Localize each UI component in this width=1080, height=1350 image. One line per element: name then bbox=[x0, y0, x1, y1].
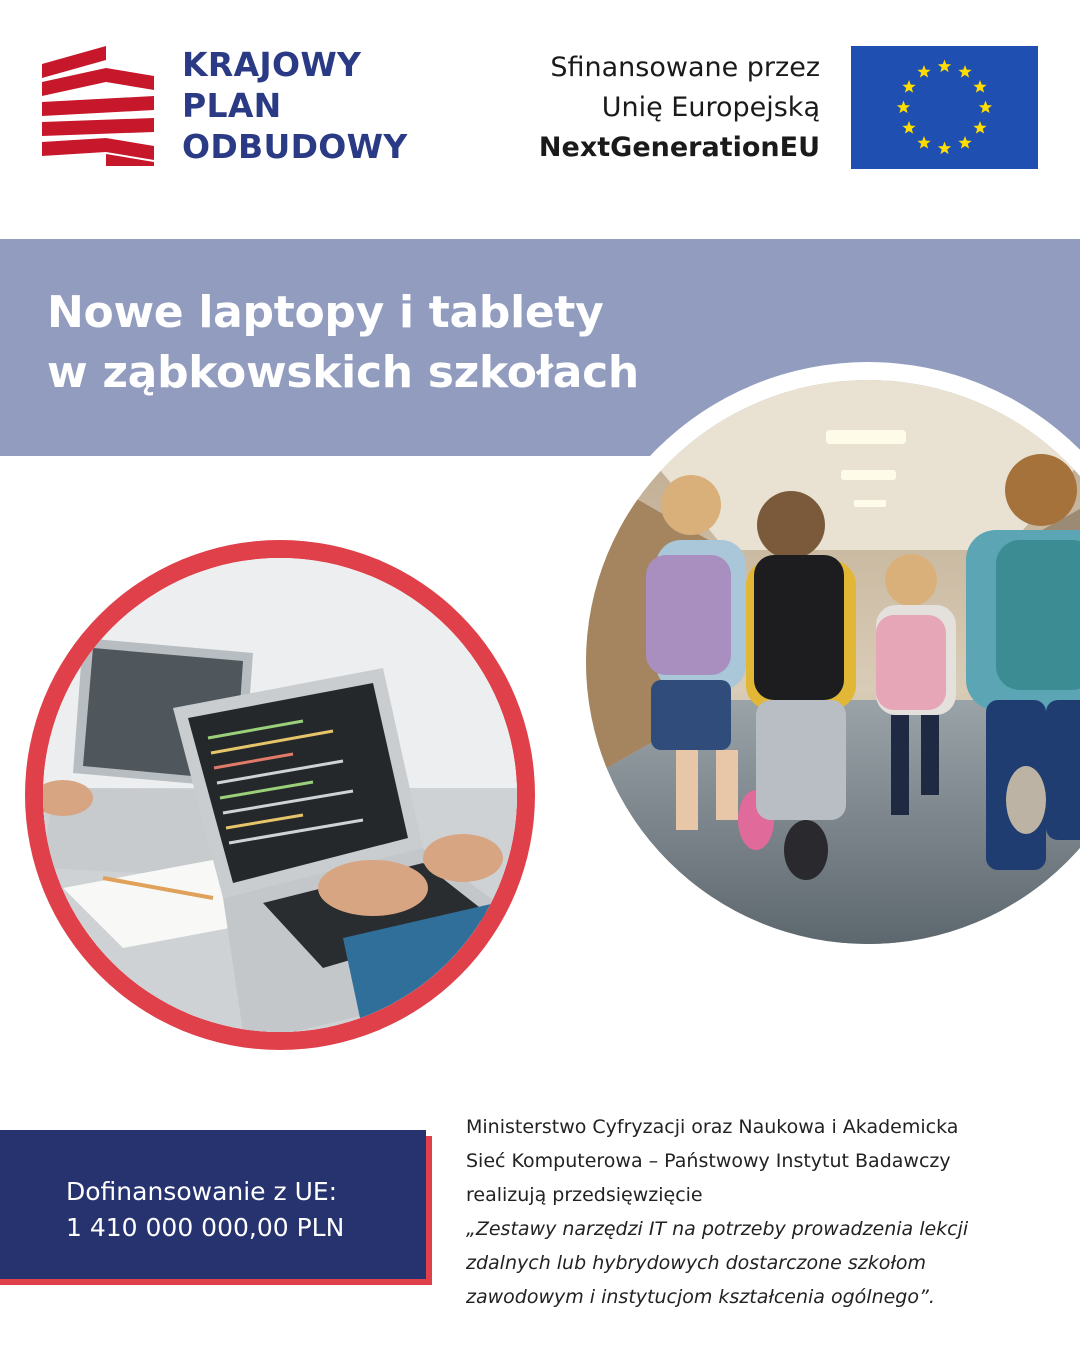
desc-line-1: Ministerstwo Cyfryzacji oraz Naukowa i Akademicka bbox=[466, 1116, 959, 1138]
desc-line-2: Sieć Komputerowa – Państwowy Instytut Badawczy bbox=[466, 1150, 951, 1172]
desc-line-3: realizują przedsięwzięcie bbox=[466, 1184, 703, 1206]
funding-box-text bbox=[66, 1174, 344, 1246]
kpo-line-3: ODBUDOWY bbox=[182, 127, 408, 166]
desc-quote-line-1: „Zestawy narzędzi IT na potrzeby prowadzenia lekcji bbox=[466, 1218, 969, 1240]
kpo-line-2: PLAN bbox=[182, 86, 282, 125]
project-description bbox=[466, 1110, 1066, 1314]
page-title bbox=[47, 283, 639, 403]
eu-flag-icon bbox=[851, 46, 1038, 169]
funding-amount: 1 410 000 000,00 PLN bbox=[66, 1213, 345, 1242]
kpo-wordmark bbox=[182, 44, 408, 167]
kpo-line-1: KRAJOWY bbox=[182, 45, 362, 84]
eu-funding-statement bbox=[539, 48, 820, 168]
funding-line-3: NextGenerationEU bbox=[538, 132, 820, 163]
funding-line-1: Sfinansowane przez bbox=[550, 52, 820, 83]
desc-quote-line-2: zdalnych lub hybrydowych dostarczone szkołom bbox=[466, 1252, 926, 1274]
funding-line-2: Unię Europejską bbox=[601, 92, 820, 123]
funding-label: Dofinansowanie z UE: bbox=[66, 1177, 338, 1206]
kpo-logo-icon bbox=[42, 46, 154, 166]
photo-laptops bbox=[43, 558, 517, 1032]
laptops-image bbox=[43, 558, 517, 1032]
title-line-1: Nowe laptopy i tablety bbox=[47, 287, 604, 338]
title-line-2: w ząbkowskich szkołach bbox=[47, 347, 639, 398]
desc-quote-line-3: zawodowym i instytucjom kształcenia ogólnego”. bbox=[466, 1286, 935, 1308]
